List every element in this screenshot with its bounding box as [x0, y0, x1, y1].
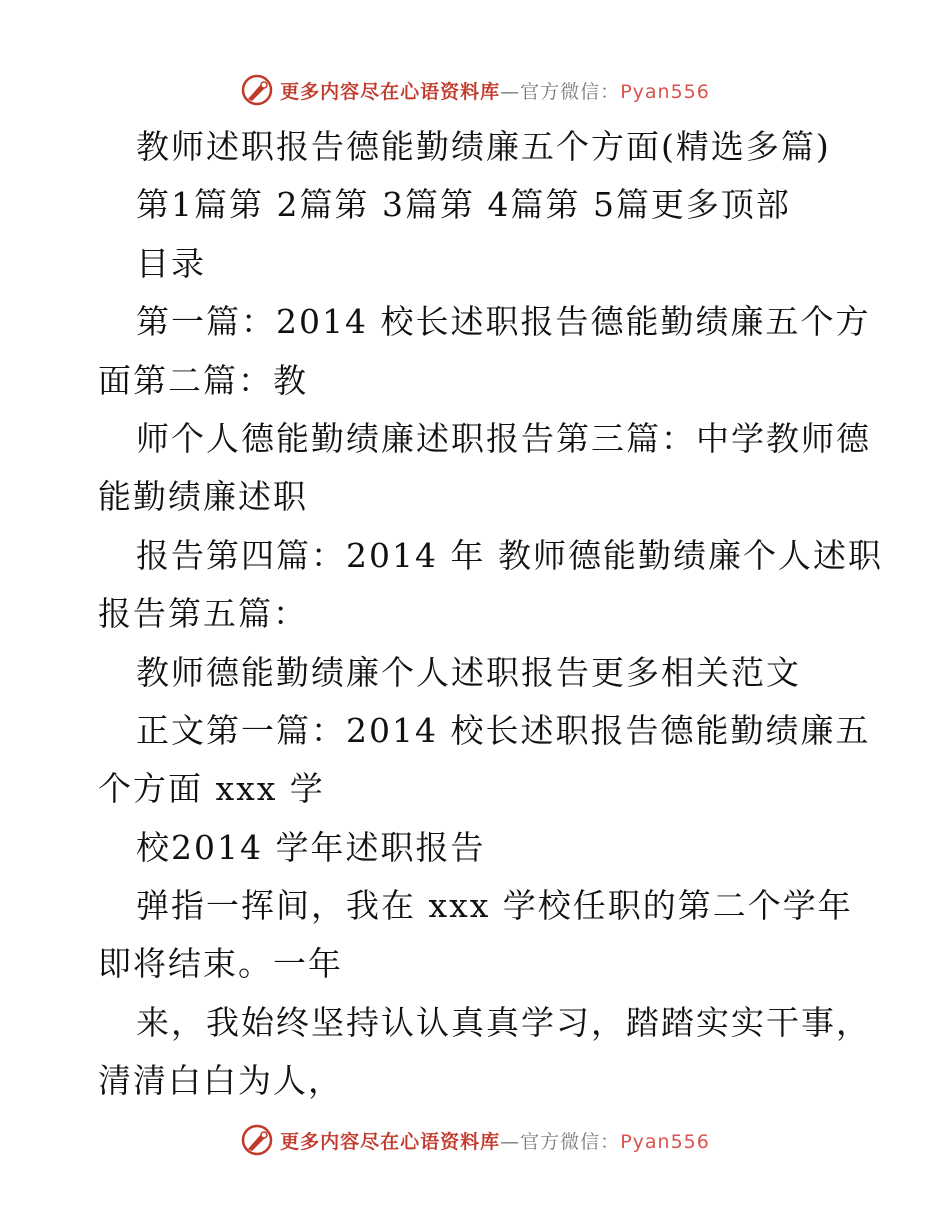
- text-line: 来，我始终坚持认认真真学习，踏踏实实干事，: [136, 1002, 871, 1042]
- watermark-separator: —: [500, 1130, 521, 1153]
- footer-watermark: [0, 1120, 950, 1160]
- text-line: 报告第五篇：: [98, 594, 308, 634]
- text-line: 正文第一篇：2014 校长述职报告德能勤绩廉五: [136, 710, 871, 750]
- watermark-text: [280, 1127, 710, 1154]
- pen-logo-icon: [240, 1123, 274, 1157]
- text-line: 校2014 学年述职报告: [136, 827, 486, 867]
- text-line: 面第二篇：教: [98, 360, 308, 400]
- text-line: 教师德能勤绩廉个人述职报告更多相关范文: [136, 652, 801, 692]
- pen-logo-icon: [240, 73, 274, 107]
- text-line: 清清白白为人，: [98, 1061, 343, 1101]
- text-line: 弹指一挥间，我在 xxx 学校任职的第二个学年: [136, 886, 853, 926]
- watermark-wechat-id: Pyan556: [620, 1130, 710, 1153]
- watermark-separator: —: [500, 80, 521, 103]
- watermark-text: [280, 77, 710, 104]
- watermark-wechat-id: Pyan556: [620, 80, 710, 103]
- text-line: 报告第四篇：2014 年 教师德能勤绩廉个人述职: [136, 535, 883, 575]
- watermark-brand: 更多内容尽在心语资料库: [280, 1130, 501, 1153]
- watermark-brand: 更多内容尽在心语资料库: [280, 80, 501, 103]
- document-title: 教师述职报告德能勤绩廉五个方面(精选多篇): [136, 127, 831, 166]
- header-watermark: [0, 70, 950, 110]
- chapter-links: 第1篇第 2篇第 3篇第 4篇第 5篇更多顶部: [136, 185, 791, 225]
- watermark-label: 官方微信：: [520, 1130, 621, 1153]
- toc-heading: 目录: [136, 243, 206, 283]
- text-line: 师个人德能勤绩廉述职报告第三篇：中学教师德: [136, 418, 871, 458]
- text-line: 个方面 xxx 学: [98, 769, 325, 809]
- document-body: [98, 118, 883, 1111]
- watermark-label: 官方微信：: [520, 80, 621, 103]
- text-line: 能勤绩廉述职: [98, 477, 308, 517]
- text-line: 第一篇：2014 校长述职报告德能勤绩廉五个方: [136, 302, 871, 342]
- text-line: 即将结束。一年: [98, 944, 343, 984]
